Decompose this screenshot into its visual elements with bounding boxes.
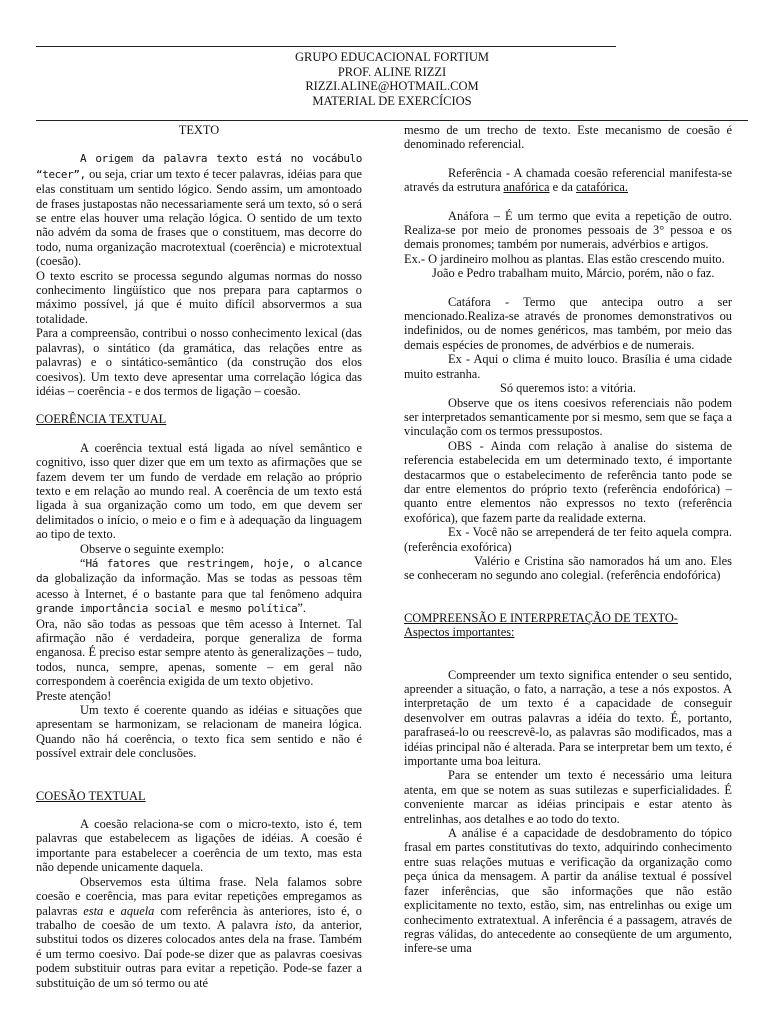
paragraph: Um texto é coerente quando as idéias e situações que apresentam se harmonizam, se relacionam de maneira lógica. Quando não há coerência, o texto fica sem sentido e não é possível extrair dele conclusões. <box>36 703 362 761</box>
heading-aspectos: Aspectos importantes: <box>404 625 515 640</box>
paragraph: OBS - Ainda com relação à analise do sistema de referencia estabelecida em um determinado texto, é importante destacarmos que o estabelecimento de referência tanto pode se dar entre elementos do próprio texto (referência endofórica) – quanto entre elementos não expressos no texto (referência exofórica), que fazem parte da realidade externa. <box>404 438 732 525</box>
paragraph: Observe o seguinte exemplo: <box>80 541 225 556</box>
paragraph: Ora, não são todas as pessoas que têm acesso à Internet. Tal afirmação não é verdadeira, porque generaliza de forma enganosa. É preciso estar sempre atento às generalizações – tudo, todos, nunca, sempre, apenas, somente – em geral não correspondem à coerência exigida de um texto objetivo. <box>36 616 362 689</box>
paragraph: Observemos esta última frase. Nela falamos sobre coesão e coerência, mas para evitar repetições empregamos as palavras esta e aquela com referência às anteriores, isto é, o trabalho de coesão de um texto. A palavra isto, da anterior, substitui todos os dizeres colocados antes dela na frase. Também é um termo coesivo. Daí pode-se dizer que as palavras coesivas podem substituir outras para evitar a repetição. Pode-se fazer a substituição de um só termo ou até <box>36 874 362 990</box>
paragraph: Valério e Cristina são namorados há um ano. Eles se conheceram no segundo ano colegial. (referência endofórica) <box>404 553 732 583</box>
paragraph: Referência - A chamada coesão referencial manifesta-se através da estrutura anafórica e da catafórica. <box>404 165 732 195</box>
paragraph: Ex - Você não se arrependerá de ter feito aquela compra. (referência exofórica) <box>404 525 732 554</box>
left-column <box>36 123 362 1023</box>
top-rule <box>36 46 616 47</box>
paragraph: Para a compreensão, contribui o nosso conhecimento lexical (das palavras), o sintático (da gramática, das relações entre as palavras) e o sintático-semântico (da construção dos elos coesivos). Um texto deve apresentar uma correlação lógica das idéias – coerência - e dos termos de ligação – coesão. <box>36 326 362 398</box>
paragraph: Para se entender um texto é necessário uma leitura atenta, em que se notem as suas sutilezas e superficialidades. É conveniente marcar as idéias principais e estar atento às entrelinhas, aos detalhes e ao todo do texto. <box>404 768 732 826</box>
paragraph: A coesão relaciona-se com o micro-texto, isto é, tem palavras que estabelecem as ligações de idéias. A coesão é importante para estabelecer a coerência de um texto, mas esta não depende unicamente daquela. <box>36 817 362 875</box>
header-line-3: RIZZI.ALINE@HOTMAIL.COM <box>305 79 479 93</box>
right-column <box>404 123 732 1023</box>
header-line-1: GRUPO EDUCACIONAL FORTIUM <box>295 50 489 64</box>
paragraph: Anáfora – É um termo que evita a repetição de outro. Realiza-se por meio de pronomes pessoais de 3° pessoa e os demais pronomes; também por numerais, advérbios e artigos. <box>404 208 732 252</box>
paragraph: Compreender um texto significa entender o seu sentido, apreender a situação, o fato, a narração, a tese a nós expostos. A interpretação de um texto é a capacidade de conseguir desenvolver em outras palavras a idéia do texto. É, portanto, parafraseá-lo ou reescrevê-lo, as palavras são modificados, mas a idéias principal não é alterada. Para se interpretar bem um texto, é importante uma boa leitura. <box>404 667 732 769</box>
heading-coesao: COESÃO TEXTUAL <box>36 788 146 803</box>
paragraph: Ex.- O jardineiro molhou as plantas. Elas estão crescendo muito. <box>404 251 725 266</box>
paragraph: Catáfora - Termo que antecipa outro a ser mencionado.Realiza-se através de pronomes demonstrativos ou indefinidos, ou de nomes genéricos, mas também, por meio das demais espécies de pronomes, de advérbios e de numerais. <box>404 294 732 352</box>
handwritten-phrase: A origem da palavra texto está no vocábulo “tecer”, <box>36 152 362 181</box>
paragraph: Ex - Aqui o clima é muito louco. Brasília é uma cidade muito estranha. <box>404 352 732 381</box>
paragraph: Só queremos isto: a vitória. <box>500 381 636 396</box>
quote-example: “Há fatores que restringem, hoje, o alcance da globalização da informação. Mas se todas as pessoas têm acesso à Internet, é o bastante para que tal fenômeno adquira grande importância social e mesmo política”. <box>36 555 362 616</box>
paragraph: A análise é a capacidade de desdobramento do tópico frasal em partes constitutivas do texto, adquirindo conhecimento entre suas relações mutuas e verificação da organização como peça única da mensagem. A partir da análise textual é possível fazer inferências, que são informações que não estão explicitamente no texto, estão, sim, nas entrelinhas ou exige um conhecimento extratextual. A inferência é a passagem, através de regras válidas, do antecedente ao conseqüente de um argumento, infere-se uma <box>404 826 732 956</box>
paragraph: Observe que os itens coesivos referenciais não podem ser interpretados semanticamente por si mesmo, sem que se faça a vinculação com os termos pressupostos. <box>404 395 732 439</box>
section-title-texto: TEXTO <box>178 123 220 137</box>
paragraph: mesmo de um trecho de texto. Este mecanismo de coesão é denominado referencial. <box>404 123 732 152</box>
heading-compreensao: COMPREENSÃO E INTERPRETAÇÃO DE TEXTO- <box>404 610 678 625</box>
heading-coerencia: COERÊNCIA TEXTUAL <box>36 412 167 427</box>
paragraph: João e Pedro trabalham muito, Márcio, porém, não o faz. <box>432 266 715 281</box>
header-line-2: PROF. ALINE RIZZI <box>337 64 447 79</box>
paragraph: Preste atenção! <box>36 688 112 703</box>
document-header <box>36 50 748 108</box>
paragraph: O texto escrito se processa segundo algumas normas do nosso conhecimento lingüístico que nos prepara para captarmos o máximo possível, já que é muito difícil absorvermos a sua totalidade. <box>36 268 362 326</box>
paragraph: A origem da palavra texto está no vocábulo “tecer”, ou seja, criar um texto é tecer palavras, idéias para que elas constituam um sentido lógico. Sendo assim, um amontoado de frases justapostas não necessariamente será um texto, só o será se entre elas houver uma relação lógica. O sentido de um texto não advém da soma de frases que o constituem, mas decorre do todo, numa organização macrotextual (coerência) e microtextual (coesão). <box>36 152 362 269</box>
paragraph: A coerência textual está ligada ao nível semântico e cognitivo, isso quer dizer que em um texto as afirmações que se fazem devem ter um fundo de verdade em relação ao próprio texto e em relação ao mundo real. A coerência de um texto está ligada à sua organização como um todo, em que devem ser delimitados o início, o meio e o fim e à adequação da linguagem ao tipo de texto. <box>36 440 362 542</box>
header-rule <box>36 120 748 121</box>
header-line-4: MATERIAL DE EXERCÍCIOS <box>312 93 472 108</box>
